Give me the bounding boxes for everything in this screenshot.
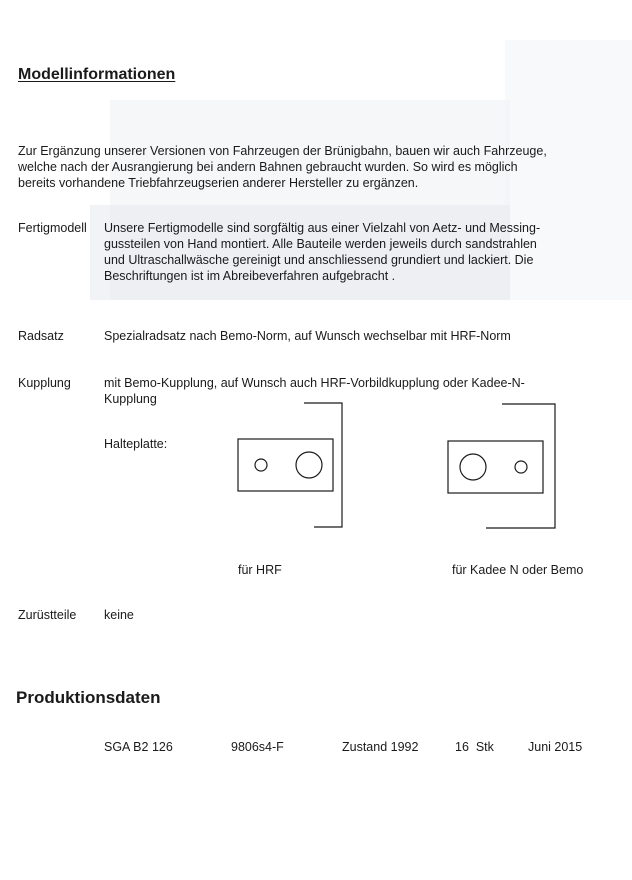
hrf-plate-drawing [238, 403, 342, 527]
fertigmodell-line: Unsere Fertigmodelle sind sorgfältig aus einer Vielzahl von Aetz- und Messing- [104, 221, 541, 235]
kadee-plate [448, 441, 543, 493]
kadee-plate-drawing [448, 404, 555, 528]
radsatz-label: Radsatz [18, 329, 64, 343]
hrf-large-hole [296, 452, 322, 478]
zuruestteile-label: Zurüstteile [18, 608, 77, 622]
kupplung-line: mit Bemo-Kupplung, auf Wunsch auch HRF-Vorbildkupplung oder Kadee-N- [104, 376, 525, 390]
fertigmodell-line: und Ultraschallwäsche gereinigt und anschliessend grundiert und lackiert. Die [104, 253, 534, 267]
production-article: SGA B2 126 [104, 740, 173, 754]
hrf-small-hole [255, 459, 267, 471]
production-date: Juni 2015 [528, 740, 583, 754]
production-quantity: 16 Stk [455, 740, 494, 754]
production-code: 9806s4-F [231, 740, 284, 754]
hrf-plate [238, 439, 333, 491]
kupplung-label: Kupplung [18, 376, 71, 390]
kupplung-line: Kupplung [104, 392, 157, 406]
caption-kadee: für Kadee N oder Bemo [452, 563, 584, 577]
zuruestteile-value: keine [104, 608, 134, 622]
intro-line: Zur Ergänzung unserer Versionen von Fahrzeugen der Brünigbahn, bauen wir auch Fahrzeuge, [18, 144, 547, 158]
production-heading: Produktionsdaten [16, 688, 161, 707]
intro-line: welche nach der Ausrangierung bei andern Bahnen gebraucht wurden. So wird es möglich [18, 160, 518, 174]
caption-hrf: für HRF [238, 563, 282, 577]
hrf-bracket [304, 403, 342, 527]
halteplatte-label: Halteplatte: [104, 437, 168, 451]
zuruestteile-text [104, 607, 604, 623]
fertigmodell-label: Fertigmodell [18, 221, 87, 235]
kadee-bracket [486, 404, 555, 528]
fertigmodell-line: Beschriftungen ist im Abreibeverfahren aufgebracht . [104, 269, 396, 283]
intro-line: bereits vorhandene Triebfahrzeugserien anderer Hersteller zu ergänzen. [18, 176, 419, 190]
production-state: Zustand 1992 [342, 740, 419, 754]
page-title: Modellinformationen [18, 66, 176, 83]
kadee-large-hole [460, 454, 486, 480]
kadee-small-hole [515, 461, 527, 473]
radsatz-line: Spezialradsatz nach Bemo-Norm, auf Wunsch wechselbar mit HRF-Norm [104, 329, 511, 343]
fertigmodell-line: gussteilen von Hand montiert. Alle Bauteile werden jeweils durch sandstrahlen [104, 237, 537, 251]
